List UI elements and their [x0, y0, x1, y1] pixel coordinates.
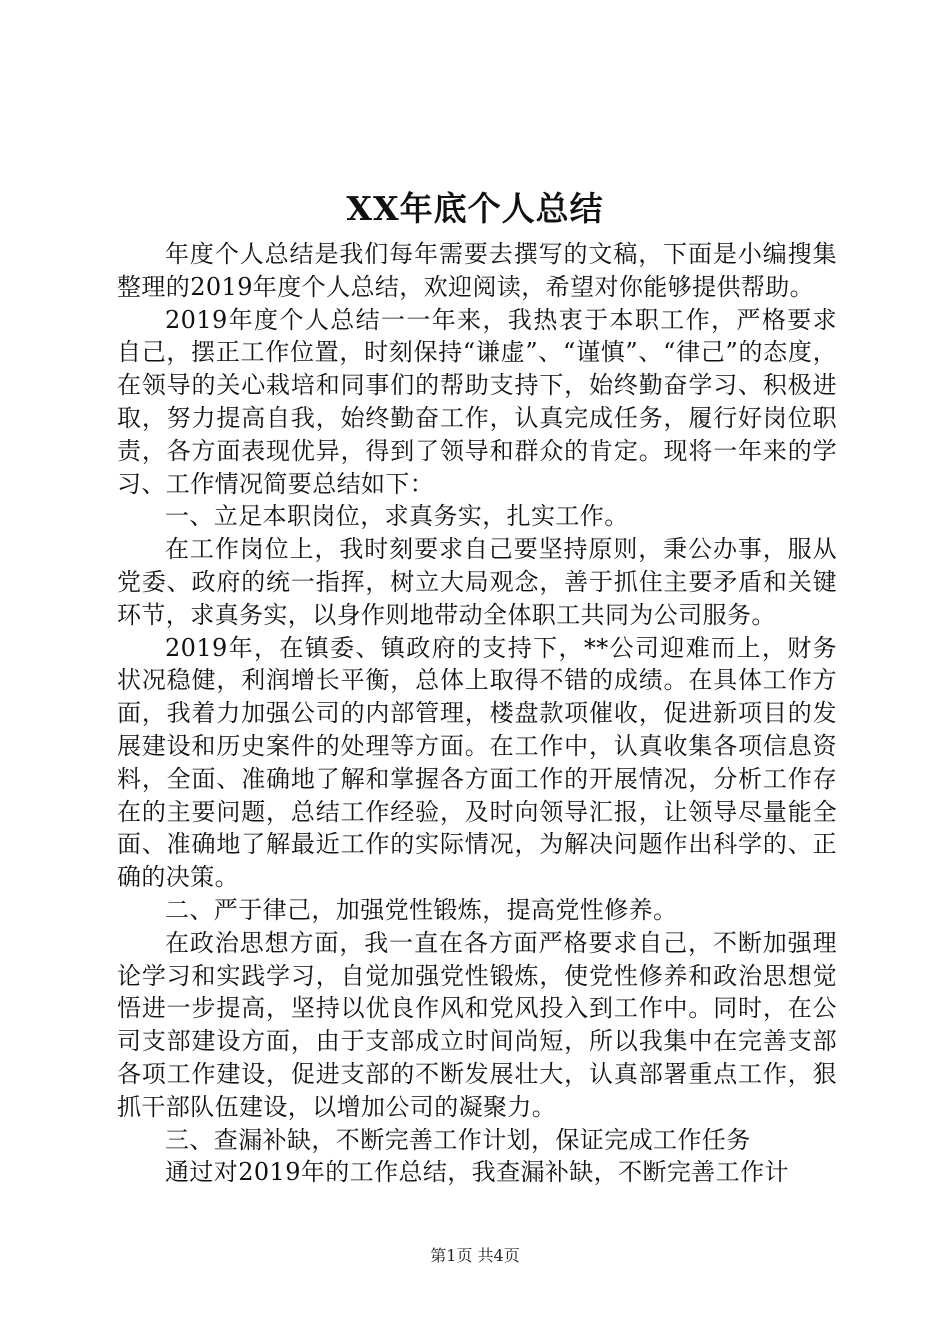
document-title: XX年底个人总结 [346, 189, 604, 228]
document-body [117, 238, 837, 1189]
paragraph-company: 2019年，在镇委、镇政府的支持下，**公司迎难而上，财务状况稳健，利润增长平衡，总体上取得不错的成绩。在具体工作方面，我着力加强公司的内部管理，楼盘款项催收，促进新项目的发展建设和历史案件的处理等方面。在工作中，认真收集各项信息资料，全面、准确地了解和掌握各方面工作的开展情况，分析工作存在的主要问题，总结工作经验，及时向领导汇报，让领导尽量能全面、准确地了解最近工作的实际情况，为解决问题作出科学的、正确的决策。 [117, 633, 837, 892]
section-heading-3: 三、查漏补缺，不断完善工作计划，保证完成工作任务 [165, 1125, 751, 1154]
section-heading-1: 一、立足本职岗位，求真务实，扎实工作。 [165, 502, 629, 531]
section-heading-2: 二、严于律己，加强党性锻炼，提高党性修养。 [165, 895, 678, 924]
paragraph-plan: 通过对2019年的工作总结，我查漏补缺，不断完善工作计 [165, 1158, 789, 1187]
page-footer: 第1页 共4页 [430, 1246, 520, 1265]
paragraph-post: 在工作岗位上，我时刻要求自己要坚持原则，秉公办事，服从党委、政府的统一指挥，树立大局观念，善于抓住主要矛盾和关键环节，求真务实，以身作则地带动全体职工共同为公司服务。 [117, 535, 837, 629]
paragraph-political: 在政治思想方面，我一直在各方面严格要求自己，不断加强理论学习和实践学习，自觉加强党性锻炼，使党性修养和政治思想觉悟进一步提高，坚持以优良作风和党风投入到工作中。同时，在公司支部建设方面，由于支部成立时间尚短，所以我集中在完善支部各项工作建设，促进支部的不断发展壮大，认真部署重点工作，狠抓干部队伍建设，以增加公司的凝聚力。 [117, 928, 837, 1121]
paragraph-summary: 2019年度个人总结一一年来，我热衷于本职工作，严格要求自己，摆正工作位置，时刻保持“谦虚”、“谨慎”、“律己”的态度，在领导的关心栽培和同事们的帮助支持下，始终勤奋学习、积极进取，努力提高自我，始终勤奋工作，认真完成任务，履行好岗位职责，各方面表现优异，得到了领导和群众的肯定。现将一年来的学习、工作情况简要总结如下： [117, 305, 837, 498]
paragraph-intro: 年度个人总结是我们每年需要去撰写的文稿，下面是小编搜集整理的2019年度个人总结，欢迎阅读，希望对你能够提供帮助。 [117, 240, 837, 301]
